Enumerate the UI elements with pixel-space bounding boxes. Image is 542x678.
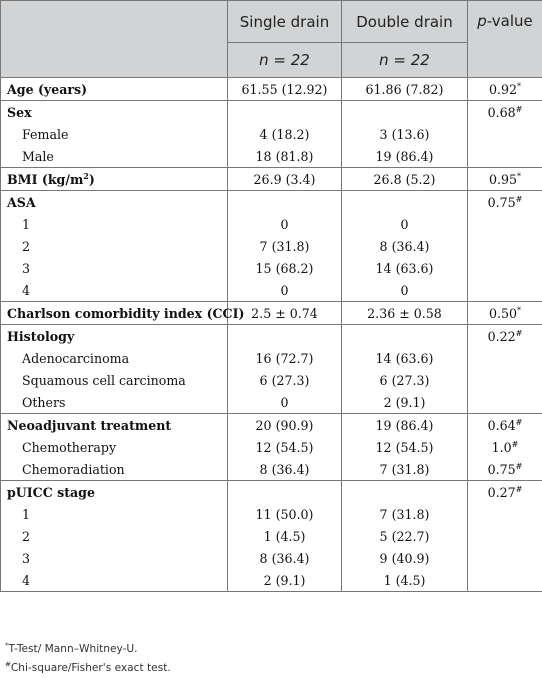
p-value bbox=[468, 525, 542, 547]
p-value: 0.27# bbox=[468, 481, 542, 504]
single-drain-value bbox=[228, 101, 342, 124]
row-label: Adenocarcinoma bbox=[1, 347, 228, 369]
table-row bbox=[1, 481, 542, 504]
single-drain-value: 16 (72.7) bbox=[228, 347, 342, 369]
table-row bbox=[1, 347, 542, 369]
single-drain-value: 7 (31.8) bbox=[228, 235, 342, 257]
p-value: 0.22# bbox=[468, 325, 542, 348]
table-row bbox=[1, 191, 542, 214]
row-label: Histology bbox=[1, 325, 228, 348]
p-value bbox=[468, 569, 542, 592]
single-drain-value: 8 (36.4) bbox=[228, 458, 342, 481]
single-drain-value: 26.9 (3.4) bbox=[228, 168, 342, 191]
double-drain-value: 9 (40.9) bbox=[342, 547, 468, 569]
p-value: 0.68# bbox=[468, 101, 542, 124]
double-drain-value: 3 (13.6) bbox=[342, 123, 468, 145]
single-drain-value: 1 (4.5) bbox=[228, 525, 342, 547]
row-label: ASA bbox=[1, 191, 228, 214]
single-drain-value: 11 (50.0) bbox=[228, 503, 342, 525]
double-drain-value bbox=[342, 191, 468, 214]
table-row bbox=[1, 369, 542, 391]
double-drain-value: 1 (4.5) bbox=[342, 569, 468, 592]
p-value: 0.75# bbox=[468, 458, 542, 481]
table-row bbox=[1, 279, 542, 302]
p-value bbox=[468, 391, 542, 414]
single-drain-value bbox=[228, 191, 342, 214]
single-drain-value: 2.5 ± 0.74 bbox=[228, 302, 342, 325]
row-label: pUICC stage bbox=[1, 481, 228, 504]
double-drain-value: 2.36 ± 0.58 bbox=[342, 302, 468, 325]
header-n-double: n = 22 bbox=[342, 43, 468, 78]
p-value: 0.50* bbox=[468, 302, 542, 325]
table-row bbox=[1, 391, 542, 414]
double-drain-value bbox=[342, 481, 468, 504]
single-drain-value: 0 bbox=[228, 279, 342, 302]
p-italic: p bbox=[477, 12, 487, 30]
double-drain-value: 14 (63.6) bbox=[342, 257, 468, 279]
row-label: Male bbox=[1, 145, 228, 168]
table-row bbox=[1, 503, 542, 525]
p-value: 1.0# bbox=[468, 436, 542, 458]
table-row bbox=[1, 78, 542, 101]
table-row bbox=[1, 547, 542, 569]
double-drain-value: 0 bbox=[342, 213, 468, 235]
double-drain-value: 26.8 (5.2) bbox=[342, 168, 468, 191]
p-suffix: -value bbox=[486, 12, 533, 30]
row-label: Squamous cell carcinoma bbox=[1, 369, 228, 391]
header-n-single: n = 22 bbox=[228, 43, 342, 78]
single-drain-value: 15 (68.2) bbox=[228, 257, 342, 279]
table-row bbox=[1, 101, 542, 124]
row-label: 3 bbox=[1, 257, 228, 279]
p-value bbox=[468, 347, 542, 369]
single-drain-value: 0 bbox=[228, 213, 342, 235]
row-label: 2 bbox=[1, 525, 228, 547]
table-row bbox=[1, 235, 542, 257]
p-value bbox=[468, 213, 542, 235]
p-value bbox=[468, 145, 542, 168]
double-drain-value: 12 (54.5) bbox=[342, 436, 468, 458]
double-drain-value: 19 (86.4) bbox=[342, 414, 468, 437]
p-value bbox=[468, 257, 542, 279]
double-drain-value: 2 (9.1) bbox=[342, 391, 468, 414]
double-drain-value: 0 bbox=[342, 279, 468, 302]
header-single-drain: Single drain bbox=[228, 1, 342, 43]
row-label: Female bbox=[1, 123, 228, 145]
p-value: 0.92* bbox=[468, 78, 542, 101]
p-value: 0.95* bbox=[468, 168, 542, 191]
p-value: 0.64# bbox=[468, 414, 542, 437]
header-p-value bbox=[468, 1, 542, 78]
double-drain-value: 61.86 (7.82) bbox=[342, 78, 468, 101]
table-row bbox=[1, 569, 542, 592]
double-drain-value bbox=[342, 101, 468, 124]
row-label: 1 bbox=[1, 503, 228, 525]
table-row bbox=[1, 213, 542, 235]
footnote-ttest: *T-Test/ Mann–Whitney-U. bbox=[5, 641, 138, 655]
p-value bbox=[468, 503, 542, 525]
table-row bbox=[1, 145, 542, 168]
row-label: Others bbox=[1, 391, 228, 414]
row-label: Charlson comorbidity index (CCI) bbox=[1, 302, 228, 325]
table-row bbox=[1, 436, 542, 458]
double-drain-value: 6 (27.3) bbox=[342, 369, 468, 391]
footnote-chisquare: #Chi-square/Fisher's exact test. bbox=[5, 660, 171, 674]
p-value bbox=[468, 369, 542, 391]
table-row bbox=[1, 414, 542, 437]
single-drain-value: 12 (54.5) bbox=[228, 436, 342, 458]
table-row bbox=[1, 325, 542, 348]
row-label: Neoadjuvant treatment bbox=[1, 414, 228, 437]
double-drain-value: 5 (22.7) bbox=[342, 525, 468, 547]
p-value bbox=[468, 279, 542, 302]
double-drain-value bbox=[342, 325, 468, 348]
single-drain-value: 20 (90.9) bbox=[228, 414, 342, 437]
double-drain-value: 7 (31.8) bbox=[342, 503, 468, 525]
row-label: 3 bbox=[1, 547, 228, 569]
row-label: Chemoradiation bbox=[1, 458, 228, 481]
row-label: 1 bbox=[1, 213, 228, 235]
single-drain-value: 18 (81.8) bbox=[228, 145, 342, 168]
single-drain-value: 8 (36.4) bbox=[228, 547, 342, 569]
double-drain-value: 19 (86.4) bbox=[342, 145, 468, 168]
p-value bbox=[468, 123, 542, 145]
table-row bbox=[1, 123, 542, 145]
row-label: Sex bbox=[1, 101, 228, 124]
header-empty bbox=[1, 1, 228, 78]
double-drain-value: 14 (63.6) bbox=[342, 347, 468, 369]
row-label: Chemotherapy bbox=[1, 436, 228, 458]
table-row bbox=[1, 302, 542, 325]
row-label: 4 bbox=[1, 569, 228, 592]
single-drain-value: 61.55 (12.92) bbox=[228, 78, 342, 101]
single-drain-value: 4 (18.2) bbox=[228, 123, 342, 145]
double-drain-value: 8 (36.4) bbox=[342, 235, 468, 257]
table-row bbox=[1, 458, 542, 481]
single-drain-value bbox=[228, 481, 342, 504]
table-row bbox=[1, 257, 542, 279]
p-value bbox=[468, 547, 542, 569]
single-drain-value: 6 (27.3) bbox=[228, 369, 342, 391]
double-drain-value: 7 (31.8) bbox=[342, 458, 468, 481]
single-drain-value bbox=[228, 325, 342, 348]
table-body bbox=[1, 78, 542, 592]
p-value bbox=[468, 235, 542, 257]
p-value: 0.75# bbox=[468, 191, 542, 214]
table-row bbox=[1, 168, 542, 191]
row-label: BMI $(kg/m^2)$ bbox=[1, 168, 228, 191]
table-row bbox=[1, 525, 542, 547]
row-label: Age (years) bbox=[1, 78, 228, 101]
row-label: 2 bbox=[1, 235, 228, 257]
table-header bbox=[1, 1, 542, 78]
single-drain-value: 2 (9.1) bbox=[228, 569, 342, 592]
row-label: 4 bbox=[1, 279, 228, 302]
header-double-drain: Double drain bbox=[342, 1, 468, 43]
footnotes bbox=[5, 640, 171, 678]
single-drain-value: 0 bbox=[228, 391, 342, 414]
